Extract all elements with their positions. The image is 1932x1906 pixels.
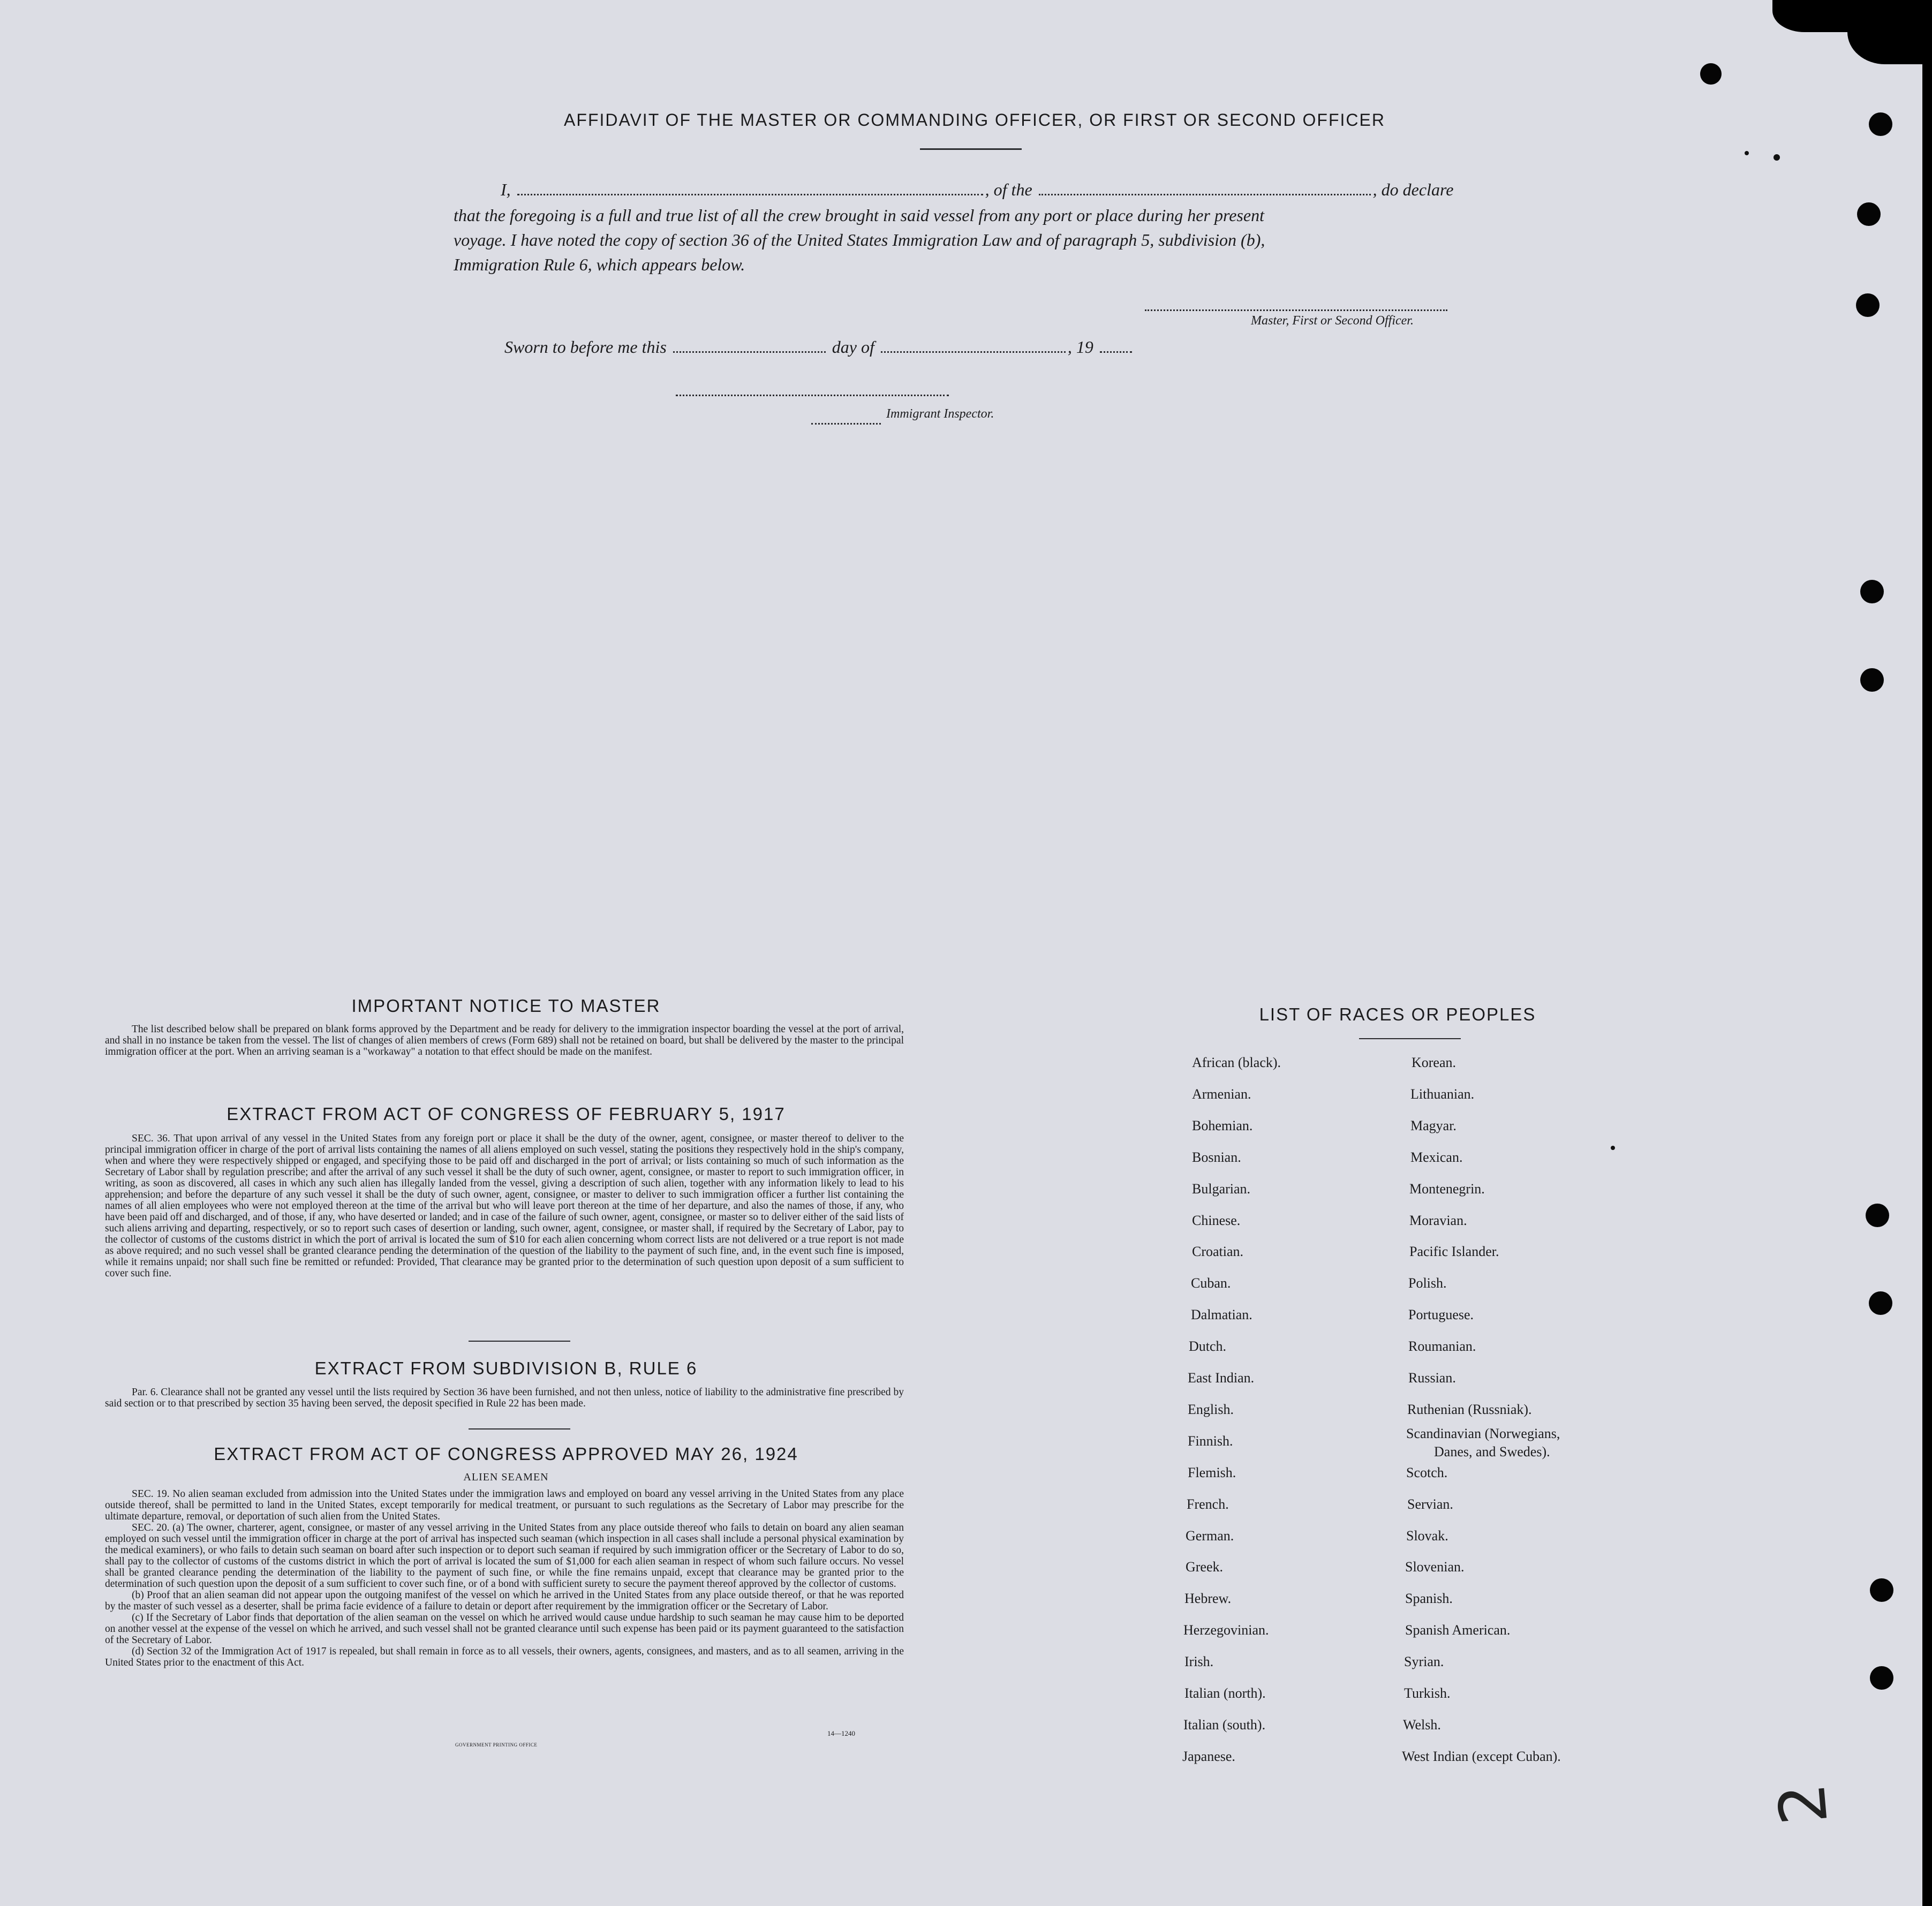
sworn-year-field[interactable]: [1100, 351, 1132, 353]
handwritten-mark: 2: [1764, 1780, 1843, 1828]
race-item: Croatian.: [1192, 1244, 1244, 1259]
extract-rule6-text: [105, 1387, 904, 1409]
title-rule: [920, 148, 1022, 150]
binder-hole: [1860, 580, 1884, 603]
binder-hole: [1860, 668, 1884, 692]
race-item: Chinese.: [1192, 1213, 1241, 1228]
binder-hole: [1856, 293, 1880, 317]
race-item: Dalmatian.: [1191, 1307, 1252, 1322]
race-item: East Indian.: [1188, 1370, 1255, 1386]
extract-rule6-title: EXTRACT FROM SUBDIVISION B, RULE 6: [314, 1358, 698, 1378]
binder-hole: [1870, 1578, 1893, 1602]
race-item: Portuguese.: [1408, 1307, 1474, 1322]
sec-20c-paragraph: (c) If the Secretary of Labor finds that deportation of the alien seaman on the vessel on which he arrived would cause undue hardship to such seaman he may cause him to be deported on another vessel at the expense of the vessel on which he arrived, and such vessel shall not be granted clearance until such expense has been paid or its payment guaranteed to the satisfaction of the Secretary of Labor.: [105, 1612, 904, 1646]
race-item: Spanish.: [1405, 1591, 1453, 1606]
race-item: Lithuanian.: [1410, 1086, 1475, 1102]
race-item: Armenian.: [1192, 1086, 1251, 1102]
year-label: , 19: [1067, 337, 1093, 357]
race-item: Servian.: [1407, 1496, 1453, 1512]
master-signature-label: Master, First or Second Officer.: [1251, 314, 1414, 328]
race-item: Irish.: [1184, 1654, 1214, 1669]
extract-1917-text: [105, 1133, 904, 1279]
race-item: Bohemian.: [1192, 1118, 1253, 1133]
binder-hole: [1866, 1204, 1889, 1227]
race-item: Korean.: [1412, 1055, 1456, 1070]
printer-imprint: GOVERNMENT PRINTING OFFICE: [455, 1742, 538, 1748]
do-declare-label: , do declare: [1372, 180, 1454, 199]
form-number: 14—1240: [827, 1729, 855, 1737]
notice-title: IMPORTANT NOTICE TO MASTER: [351, 996, 661, 1016]
race-right-continuation: Danes, and Swedes).: [1434, 1444, 1550, 1459]
binder-hole: [1857, 202, 1881, 226]
race-item: Russian.: [1408, 1370, 1456, 1386]
race-item: Spanish American.: [1405, 1622, 1511, 1638]
races-title: LIST OF RACES OR PEOPLES: [1259, 1004, 1536, 1024]
i-label: I,: [501, 180, 511, 199]
speck: [1745, 151, 1749, 155]
section-36-paragraph: SEC. 36. That upon arrival of any vessel in the United States from any foreign port or place it shall be the duty of the owner, agent, consignee, or master thereof to deliver to the principal immigration officer in charge of the port of arrival lists containing the names of all aliens employed on such vessel, stating the positions they respectively hold in the ship's company, when and where they were respectively shipped or engaged, and specifying those to be paid off and discharged in the port of arrival; or lists containing so much of such information as the Secretary of Labor shall by regulation prescribe; and after the arrival of any such vessel it shall be the duty of such owner, agent, consignee, or master to report to such immigration officer, in writing, as soon as discovered, all cases in which any such alien has illegally landed from the vessel, giving a description of such alien, together with any information likely to lead to his apprehension; and before the departure of any such vessel it shall be the duty of such owner, agent, consignee, or master to deliver to such immigration officer a further list containing the names of all alien employees who were not employed thereon at the time of the arrival but who will leave port thereon at the time of her departure, and also the names of those, if any, who have been paid off and discharged, and of those, if any, who have deserted or landed; and in case of the failure of such owner, agent, consignee, or master so to deliver either of the said lists of such aliens arriving and departing, respectively, or so to report such cases of desertion or landing, such owner, agent, consignee, or master shall, if required by the Secretary of Labor, pay to the collector of customs of the customs district in which the port of arrival is located the sum of $10 for each alien concerning whom correct lists are not delivered or a true report is not made as above required; and no such vessel shall be granted clearance pending the determination of the question of the liability to the payment of such fine, and, in the event such fine is imposed, while it remains unpaid; nor shall such fine be remitted or refunded: Provided, That clearance may be granted prior to the determination of such question upon deposit of a sum sufficient to cover such fine.: [105, 1133, 904, 1279]
race-item: Roumanian.: [1408, 1338, 1476, 1354]
inspector-signature-line[interactable]: [676, 395, 949, 396]
extract-1924-text: [105, 1488, 904, 1668]
vessel-field[interactable]: [1039, 194, 1371, 195]
race-item: English.: [1188, 1402, 1234, 1417]
of-the-label: , of the: [985, 180, 1032, 199]
inspector-signature-line-short[interactable]: [811, 423, 881, 425]
race-item: Bulgarian.: [1192, 1181, 1251, 1197]
race-item: Finnish.: [1188, 1433, 1233, 1449]
notice-text: [105, 1024, 904, 1057]
binder-hole: [1870, 1666, 1893, 1690]
sec-20a-paragraph: SEC. 20. (a) The owner, charterer, agent, consignee, or master of any vessel arriving in the United States from any place outside thereof who fails to detain on board any alien seaman employed on such vessel until the immigration officer in charge at the port of arrival has inspected such seaman (which inspection in all cases shall include a personal physical examination by the medical examiners), or who fails to detain such seaman on board after such inspection or to deport such seaman if required by such immigration officer or the Secretary of Labor to do so, shall pay to the collector of customs of the customs district in which the port of arrival is located the sum of $1,000 for each alien seaman in respect of whom such failure occurs. No vessel shall be granted clearance pending the determination of the liability to the payment of such fine, or while the fine remains unpaid, except that clearance may be granted prior to the determination of such question upon the deposit of a sum sufficient to cover such fine, or of a bond with sufficient surety to secure the payment thereof approved by the collector of customs.: [105, 1522, 904, 1590]
sec-20d-paragraph: (d) Section 32 of the Immigration Act of 1917 is repealed, but shall remain in force as to all vessels, their owners, agents, consignees, and masters, and as to all seamen, arriving in the United States prior to the enactment of this Act.: [105, 1646, 904, 1668]
race-item: Welsh.: [1403, 1717, 1441, 1733]
extract-1917-title: EXTRACT FROM ACT OF CONGRESS OF FEBRUARY 5, 1917: [227, 1104, 786, 1124]
master-signature-line[interactable]: [1145, 309, 1447, 311]
race-item: Flemish.: [1188, 1465, 1236, 1480]
race-item: French.: [1187, 1496, 1229, 1512]
day-of-label: day of: [832, 337, 874, 357]
name-field[interactable]: [517, 194, 983, 195]
race-item: Slovenian.: [1405, 1559, 1465, 1575]
inspector-label: Immigrant Inspector.: [886, 407, 994, 421]
race-item: Syrian.: [1404, 1654, 1444, 1669]
race-item: German.: [1186, 1528, 1234, 1544]
torn-corner-piece: [1847, 21, 1922, 64]
race-item: Italian (north).: [1184, 1685, 1266, 1701]
race-item: Dutch.: [1189, 1338, 1227, 1354]
speck: [1773, 154, 1780, 161]
race-item: Hebrew.: [1184, 1591, 1232, 1606]
speck: [1611, 1146, 1615, 1150]
race-item: Greek.: [1186, 1559, 1224, 1575]
sworn-label: Sworn to before me this: [504, 337, 667, 357]
notice-paragraph: The list described below shall be prepared on blank forms approved by the Department and be ready for delivery to the immigration inspector boarding the vessel at the port of arrival, and shall in no instance be taken from the vessel. The list of changes of alien members of crews (Form 689) shall not be retained on board, but shall be delivered by the master to the principal immigration officer at the port. When an arriving seaman is a "workaway" a notation to that effect should be made on the manifest.: [105, 1024, 904, 1057]
race-item: Turkish.: [1404, 1685, 1451, 1701]
binder-hole: [1869, 112, 1892, 136]
sworn-day-field[interactable]: [673, 351, 826, 353]
race-item: Polish.: [1408, 1275, 1447, 1291]
race-item: Cuban.: [1191, 1275, 1231, 1291]
race-item: Herzegovinian.: [1183, 1622, 1269, 1638]
binder-hole: [1869, 1291, 1892, 1315]
affidavit-line-2: that the foregoing is a full and true list of all the crew brought in said vessel from any port or place during her present: [454, 206, 1264, 225]
race-item: Ruthenian (Russniak).: [1407, 1402, 1532, 1417]
affidavit-line-3: voyage. I have noted the copy of section 36 of the United States Immigration Law and of paragraph 5, subdivision (b),: [454, 230, 1265, 249]
race-item: Japanese.: [1182, 1749, 1235, 1764]
section-rule: [469, 1428, 570, 1430]
race-item: Moravian.: [1409, 1213, 1467, 1228]
race-item: Bosnian.: [1192, 1149, 1241, 1165]
race-item: Italian (south).: [1183, 1717, 1266, 1733]
affidavit-title: AFFIDAVIT OF THE MASTER OR COMMANDING OFFICER, OR FIRST OR SECOND OFFICER: [564, 110, 1385, 130]
extract-1924-title: EXTRACT FROM ACT OF CONGRESS APPROVED MAY 26, 1924: [214, 1444, 798, 1464]
affidavit-line-1: [501, 180, 1453, 200]
par-6-paragraph: Par. 6. Clearance shall not be granted any vessel until the lists required by Section 36 have been furnished, and not then unless, notice of liability to the administrative fine prescribed by said section or to that prescribed by section 35 having been served, the deposit specified in Rule 22 has been made.: [105, 1387, 904, 1409]
sworn-line: [504, 337, 1134, 357]
race-item: Slovak.: [1406, 1528, 1448, 1544]
section-rule: [469, 1341, 570, 1342]
race-item: Scotch.: [1406, 1465, 1448, 1480]
race-item: Magyar.: [1410, 1118, 1456, 1133]
sworn-month-field[interactable]: [881, 351, 1066, 353]
race-item: Pacific Islander.: [1409, 1244, 1499, 1259]
race-item: Montenegrin.: [1409, 1181, 1485, 1197]
race-item: Mexican.: [1410, 1149, 1463, 1165]
race-item: African (black).: [1192, 1055, 1281, 1070]
sec-20b-paragraph: (b) Proof that an alien seaman did not appear upon the outgoing manifest of the vessel on which he arrived in the United States from any place outside thereof, or that he was reported by the master of such vessel as a deserter, shall be prima facie evidence of a failure to detain or deport after requirement by the immigration officer or the Secretary of Labor.: [105, 1590, 904, 1612]
race-item: Scandinavian (Norwegians,: [1406, 1426, 1560, 1441]
race-item: West Indian (except Cuban).: [1402, 1749, 1561, 1764]
alien-seamen-subtitle: ALIEN SEAMEN: [463, 1471, 549, 1483]
affidavit-line-4: Immigration Rule 6, which appears below.: [454, 255, 745, 274]
races-title-rule: [1359, 1038, 1461, 1039]
binder-hole: [1700, 63, 1722, 85]
sec-19-paragraph: SEC. 19. No alien seaman excluded from admission into the United States under the immigration laws and employed on board any vessel arriving in the United States from any place outside thereof, shall be permitted to land in the United States, except temporarily for medical treatment, or pursuant to such regulations as the Secretary of Labor may prescribe for the ultimate departure, removal, or deportation of such alien from the United States.: [105, 1488, 904, 1522]
